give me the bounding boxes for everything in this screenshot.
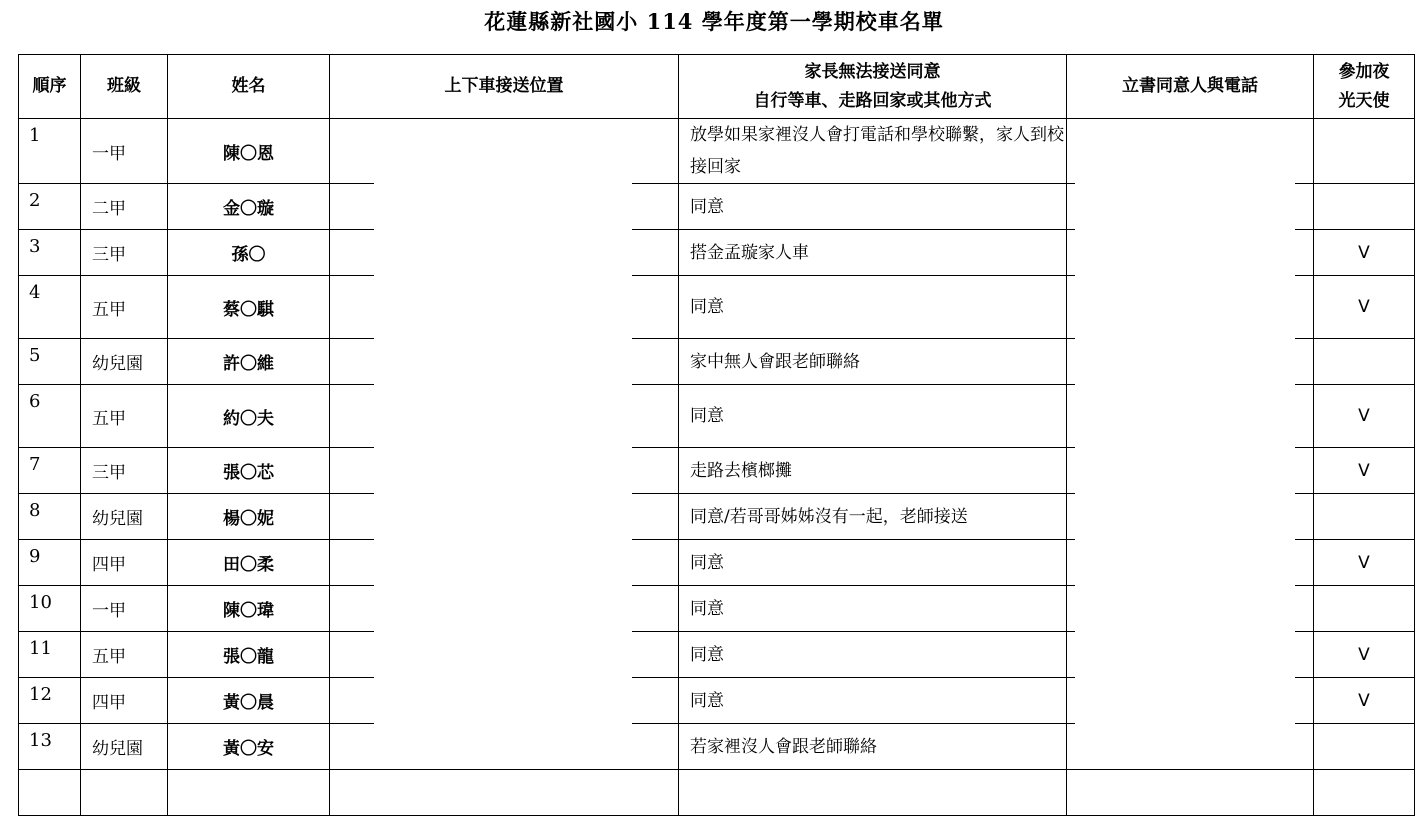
row-divider-stub bbox=[330, 447, 374, 448]
cell-remark: 同意 bbox=[679, 276, 1067, 339]
row-divider-stub bbox=[1295, 338, 1313, 339]
cell-remark: 放學如果家裡沒人會打電話和學校聯繫，家人到校接回家 bbox=[679, 119, 1067, 184]
cell-name: 陳〇恩 bbox=[168, 119, 330, 184]
row-divider-stub bbox=[632, 384, 678, 385]
table-row bbox=[19, 184, 1415, 230]
header-row bbox=[19, 55, 1415, 119]
cell-name: 約〇夫 bbox=[168, 385, 330, 448]
seq-number: 13 bbox=[29, 730, 52, 751]
cell-consent bbox=[1067, 724, 1314, 770]
cell-remark: 搭金孟璇家人車 bbox=[679, 230, 1067, 276]
row-divider-stub bbox=[632, 585, 678, 586]
row-divider-stub bbox=[632, 723, 678, 724]
row-divider-stub bbox=[1067, 723, 1075, 724]
seq-number: 4 bbox=[29, 282, 41, 303]
row-divider-stub bbox=[1295, 493, 1313, 494]
cell-class: 五甲 bbox=[81, 385, 168, 448]
row-divider-stub bbox=[1067, 338, 1075, 339]
cell-name: 金〇璇 bbox=[168, 184, 330, 230]
cell-join: V bbox=[1314, 448, 1415, 494]
row-divider-stub bbox=[330, 631, 374, 632]
row-divider-stub bbox=[632, 677, 678, 678]
cell-consent bbox=[1067, 230, 1314, 276]
cell-join: V bbox=[1314, 678, 1415, 724]
row-divider-stub bbox=[632, 493, 678, 494]
row-divider-stub bbox=[1067, 447, 1075, 448]
cell-place bbox=[330, 339, 679, 385]
cell-join: V bbox=[1314, 632, 1415, 678]
cell-seq bbox=[19, 540, 81, 586]
cell-class: 四甲 bbox=[81, 678, 168, 724]
cell-name: 許〇維 bbox=[168, 339, 330, 385]
row-divider-stub bbox=[1295, 275, 1313, 276]
table-row bbox=[19, 494, 1415, 540]
table-row bbox=[19, 119, 1415, 184]
row-divider-stub bbox=[632, 447, 678, 448]
cell-place bbox=[330, 385, 679, 448]
cell-name: 蔡〇騏 bbox=[168, 276, 330, 339]
cell-consent bbox=[1067, 385, 1314, 448]
cell-class: 幼兒園 bbox=[81, 339, 168, 385]
cell-place bbox=[330, 586, 679, 632]
document-title: 花蓮縣新社國小 114 學年度第一學期校車名單 bbox=[484, 9, 944, 34]
header-name: 姓名 bbox=[168, 55, 330, 119]
cell-place bbox=[330, 494, 679, 540]
cell-place bbox=[330, 448, 679, 494]
cell-name: 黃〇晨 bbox=[168, 678, 330, 724]
cell-join: V bbox=[1314, 276, 1415, 339]
header-join-line2: 光天使 bbox=[1338, 90, 1390, 111]
row-divider-stub bbox=[330, 384, 374, 385]
seq-number: 3 bbox=[29, 236, 41, 257]
row-divider-stub bbox=[632, 275, 678, 276]
cell-remark: 家中無人會跟老師聯絡 bbox=[679, 339, 1067, 385]
row-divider-stub bbox=[1295, 539, 1313, 540]
cell-join bbox=[1314, 494, 1415, 540]
table-row bbox=[19, 230, 1415, 276]
cell-join bbox=[1314, 119, 1415, 184]
cell-consent bbox=[1067, 540, 1314, 586]
cell-place bbox=[330, 184, 679, 230]
cell-class bbox=[81, 770, 168, 816]
cell-seq bbox=[19, 276, 81, 339]
header-remark-line2: 自行等車、走路回家或其他方式 bbox=[753, 90, 992, 111]
cell-place bbox=[330, 678, 679, 724]
cell-consent bbox=[1067, 448, 1314, 494]
seq-number: 12 bbox=[29, 684, 52, 705]
cell-name: 張〇龍 bbox=[168, 632, 330, 678]
cell-consent bbox=[1067, 678, 1314, 724]
row-divider-stub bbox=[330, 539, 374, 540]
cell-name: 張〇芯 bbox=[168, 448, 330, 494]
cell-join bbox=[1314, 724, 1415, 770]
cell-place bbox=[330, 230, 679, 276]
cell-name: 陳〇瑋 bbox=[168, 586, 330, 632]
seq-number: 6 bbox=[29, 391, 41, 412]
row-divider-stub bbox=[330, 338, 374, 339]
seq-number: 8 bbox=[29, 500, 41, 521]
cell-join: V bbox=[1314, 540, 1415, 586]
cell-join bbox=[1314, 586, 1415, 632]
row-divider-stub bbox=[1295, 677, 1313, 678]
row-divider-stub bbox=[1295, 447, 1313, 448]
cell-class: 幼兒園 bbox=[81, 494, 168, 540]
cell-seq bbox=[19, 448, 81, 494]
cell-remark: 同意 bbox=[679, 586, 1067, 632]
table-row bbox=[19, 632, 1415, 678]
cell-name: 楊〇妮 bbox=[168, 494, 330, 540]
cell-remark: 若家裡沒人會跟老師聯絡 bbox=[679, 724, 1067, 770]
cell-place bbox=[330, 119, 679, 184]
cell-join bbox=[1314, 339, 1415, 385]
cell-join: V bbox=[1314, 230, 1415, 276]
cell-consent bbox=[1067, 632, 1314, 678]
cell-seq bbox=[19, 184, 81, 230]
cell-class: 五甲 bbox=[81, 632, 168, 678]
cell-name: 田〇柔 bbox=[168, 540, 330, 586]
cell-class: 四甲 bbox=[81, 540, 168, 586]
table-row bbox=[19, 586, 1415, 632]
row-divider-stub bbox=[632, 229, 678, 230]
header-consent: 立書同意人與電話 bbox=[1067, 55, 1314, 119]
cell-consent bbox=[1067, 586, 1314, 632]
row-divider-stub bbox=[632, 183, 678, 184]
seq-number: 2 bbox=[29, 190, 41, 211]
table-row bbox=[19, 770, 1415, 816]
header-join bbox=[1314, 55, 1415, 119]
cell-place bbox=[330, 276, 679, 339]
cell-seq bbox=[19, 770, 81, 816]
cell-seq bbox=[19, 678, 81, 724]
header-place: 上下車接送位置 bbox=[330, 55, 679, 119]
cell-place bbox=[330, 632, 679, 678]
cell-seq bbox=[19, 385, 81, 448]
cell-consent bbox=[1067, 119, 1314, 184]
cell-class: 三甲 bbox=[81, 448, 168, 494]
row-divider-stub bbox=[1067, 631, 1075, 632]
row-divider-stub bbox=[1295, 723, 1313, 724]
cell-consent bbox=[1067, 339, 1314, 385]
row-divider-stub bbox=[1067, 384, 1075, 385]
row-divider-stub bbox=[1295, 183, 1313, 184]
bus-roster-table bbox=[18, 54, 1415, 816]
cell-class: 五甲 bbox=[81, 276, 168, 339]
cell-consent bbox=[1067, 184, 1314, 230]
cell-remark: 同意/若哥哥姊姊沒有一起，老師接送 bbox=[679, 494, 1067, 540]
row-divider-stub bbox=[1067, 183, 1075, 184]
table-row bbox=[19, 385, 1415, 448]
row-divider-stub bbox=[632, 338, 678, 339]
cell-class: 一甲 bbox=[81, 119, 168, 184]
row-divider-stub bbox=[330, 493, 374, 494]
row-divider-stub bbox=[1067, 677, 1075, 678]
seq-number: 1 bbox=[29, 125, 41, 146]
cell-seq bbox=[19, 339, 81, 385]
cell-join bbox=[1314, 770, 1415, 816]
seq-number: 5 bbox=[29, 345, 41, 366]
cell-class: 一甲 bbox=[81, 586, 168, 632]
cell-name bbox=[168, 770, 330, 816]
cell-consent bbox=[1067, 276, 1314, 339]
cell-consent bbox=[1067, 494, 1314, 540]
table-row bbox=[19, 339, 1415, 385]
cell-name: 黃〇安 bbox=[168, 724, 330, 770]
cell-remark: 同意 bbox=[679, 184, 1067, 230]
cell-place bbox=[330, 770, 679, 816]
cell-class: 幼兒園 bbox=[81, 724, 168, 770]
row-divider-stub bbox=[1067, 275, 1075, 276]
header-remark bbox=[679, 55, 1067, 119]
row-divider-stub bbox=[330, 275, 374, 276]
cell-remark: 同意 bbox=[679, 385, 1067, 448]
cell-seq bbox=[19, 230, 81, 276]
row-divider-stub bbox=[330, 677, 374, 678]
header-remark-line1: 家長無法接送同意 bbox=[804, 61, 941, 82]
row-divider-stub bbox=[1067, 539, 1075, 540]
cell-seq bbox=[19, 119, 81, 184]
row-divider-stub bbox=[632, 539, 678, 540]
row-divider-stub bbox=[1295, 229, 1313, 230]
cell-place bbox=[330, 540, 679, 586]
row-divider-stub bbox=[1295, 384, 1313, 385]
row-divider-stub bbox=[1067, 493, 1075, 494]
cell-remark: 同意 bbox=[679, 678, 1067, 724]
row-divider-stub bbox=[1067, 585, 1075, 586]
row-divider-stub bbox=[1067, 229, 1075, 230]
cell-join: V bbox=[1314, 385, 1415, 448]
seq-number: 10 bbox=[29, 592, 52, 613]
row-divider-stub bbox=[1295, 585, 1313, 586]
cell-remark: 同意 bbox=[679, 632, 1067, 678]
cell-remark: 走路去檳榔攤 bbox=[679, 448, 1067, 494]
header-join-line1: 參加夜 bbox=[1338, 61, 1390, 82]
row-divider-stub bbox=[330, 229, 374, 230]
cell-consent bbox=[1067, 770, 1314, 816]
table-row bbox=[19, 276, 1415, 339]
table-row bbox=[19, 448, 1415, 494]
table-row bbox=[19, 678, 1415, 724]
cell-seq bbox=[19, 632, 81, 678]
row-divider-stub bbox=[330, 723, 374, 724]
cell-remark bbox=[679, 770, 1067, 816]
cell-seq bbox=[19, 586, 81, 632]
seq-number: 9 bbox=[29, 546, 41, 567]
table-row bbox=[19, 724, 1415, 770]
row-divider-stub bbox=[330, 183, 374, 184]
row-divider-stub bbox=[632, 631, 678, 632]
cell-seq bbox=[19, 724, 81, 770]
cell-seq bbox=[19, 494, 81, 540]
table-row bbox=[19, 540, 1415, 586]
header-seq: 順序 bbox=[19, 55, 81, 119]
cell-class: 二甲 bbox=[81, 184, 168, 230]
cell-join bbox=[1314, 184, 1415, 230]
header-class: 班級 bbox=[81, 55, 168, 119]
cell-place bbox=[330, 724, 679, 770]
seq-number: 7 bbox=[29, 454, 41, 475]
row-divider-stub bbox=[1295, 631, 1313, 632]
cell-name: 孫〇 bbox=[168, 230, 330, 276]
cell-remark: 同意 bbox=[679, 540, 1067, 586]
row-divider-stub bbox=[330, 585, 374, 586]
seq-number: 11 bbox=[29, 638, 52, 659]
cell-class: 三甲 bbox=[81, 230, 168, 276]
